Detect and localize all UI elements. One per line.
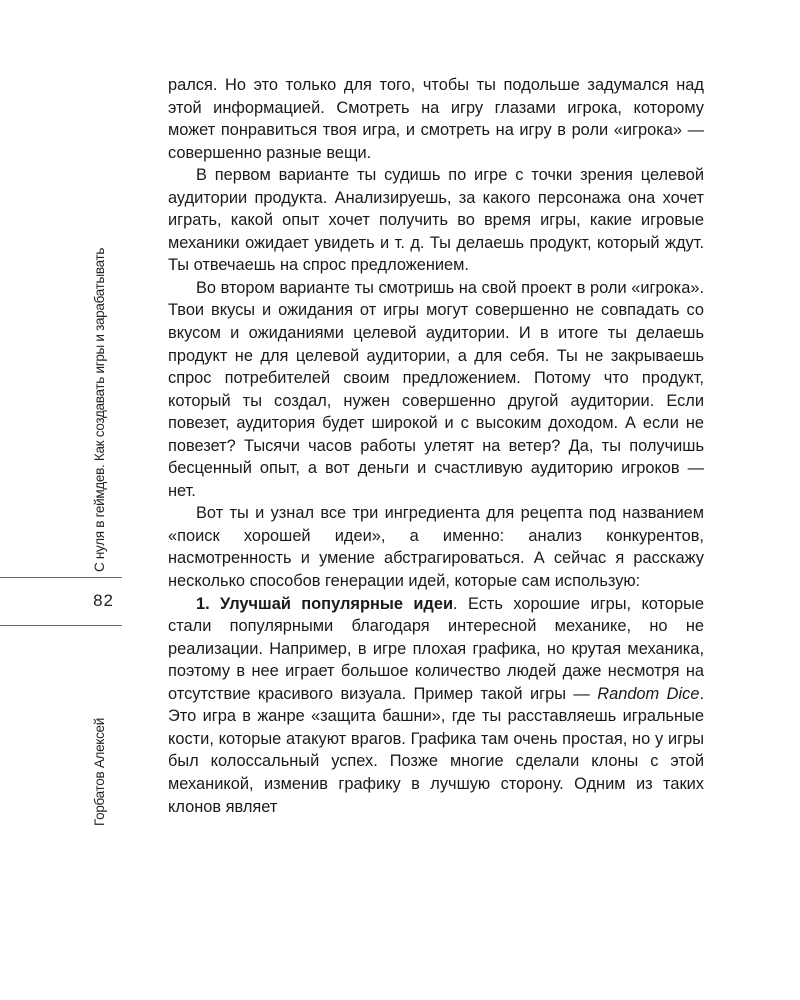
author-name: Горбатов Алексей: [92, 718, 107, 826]
page-sidebar: [0, 0, 125, 1000]
method-heading: 1. Улучшай популярные идеи: [196, 594, 454, 613]
sidebar-rule-bottom: [0, 625, 122, 626]
method-text-cont: . Это игра в жанре «защита башни», где ты расставляешь игральные кости, которые атакуют врагов. Графика там очень простая, но у игры был колоссальный успех. Позже многие сделали клоны с этой механикой, изменив графику в лучшую сторону. Одним из таких клонов являет: [168, 684, 704, 816]
game-title: Random Dice: [597, 684, 700, 703]
method-text: . Есть хорошие игры, которые стали популярными благодаря интересной механике, но не реализации. Например, в игре плохая графика, но крутая механика, поэтому в нее играет большое количество людей даже несмотря на отсутствие красивого визуала. Пример такой игры —: [168, 594, 705, 703]
paragraph: Вот ты и узнал все три ингредиента для рецепта под названием «поиск хорошей идеи», а именно: анализ конкурентов, насмотренность и умение абстрагироваться. А сейчас я расскажу несколько способов генерации идей, которые сам использую:: [168, 504, 704, 591]
page-body: [168, 74, 704, 818]
paragraph: В первом варианте ты судишь по игре с точки зрения целевой аудитории продукта. Анализируешь, за какого персонажа она хочет играть, какой опыт хочет получить во время игры, какие игровые механики ожидает увидеть и т. д. Ты делаешь продукт, который ждут. Ты отвечаешь на спрос предложением.: [168, 166, 704, 275]
paragraph-method-1: [168, 593, 704, 818]
paragraph: Во втором варианте ты смотришь на свой проект в роли «игрока». Твои вкусы и ожидания от игры могут совершенно не совпадать со вкусом и ожиданиями целевой аудитории. И в итоге ты делаешь продукт не для целевой аудитории, а для себя. Ты не закрываешь спрос потребителей своим предложением. Потому что продукт, который ты создал, нужен совершенно другой аудитории. Если повезет, аудитория будет широкой и с высоким доходом. А если не повезет? Тысячи часов работы улетят на ветер? Да, ты получишь бесценный опыт, а вот деньги и счастливую аудиторию игроков — нет.: [168, 278, 704, 500]
paragraph: рался. Но это только для того, чтобы ты подольше задумался над этой информацией. Смотреть на игру глазами игрока, которому может понравиться твоя игра, и смотреть на игру в роли «игрока» — совершенно разные вещи.: [168, 76, 704, 162]
page-number: 82: [93, 591, 114, 610]
sidebar-rule-top: [0, 577, 122, 578]
book-title: С нуля в геймдев. Как создавать игры и зарабатывать: [92, 247, 107, 572]
